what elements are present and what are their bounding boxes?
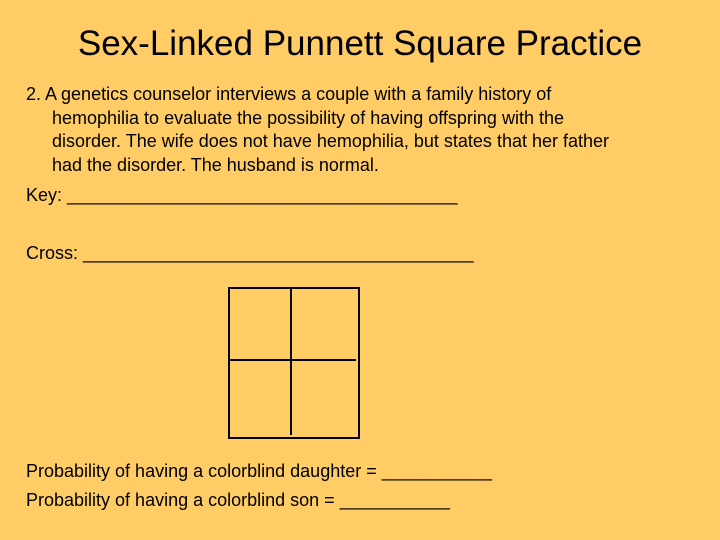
problem-line-4: had the disorder. The husband is normal. [52,154,379,175]
probability-daughter-blank: ___________ [381,461,492,481]
problem-line-2: hemophilia to evaluate the possibility of having offspring with the [52,107,564,128]
cross-blank: _______________________________________ [83,243,474,263]
punnett-cell-top-left [230,289,292,361]
probability-son-label: Probability of having a colorblind son = [26,490,335,510]
punnett-cell-bottom-right [292,361,356,435]
key-blank: _______________________________________ [67,185,458,205]
probability-daughter-line [26,460,492,484]
problem-line-1: 2. A genetics counselor interviews a couple with a family history of [26,84,552,104]
key-label: Key: [26,185,63,205]
problem-line-3: disorder. The wife does not have hemophilia, but states that her father [52,131,610,151]
punnett-cell-bottom-left [230,361,292,435]
punnett-cell-top-right [292,289,356,361]
slide-title: Sex-Linked Punnett Square Practice [77,24,643,63]
probability-daughter-label: Probability of having a colorblind daughter = [26,461,377,481]
probability-son-line [26,489,450,513]
cross-line [26,242,473,266]
key-line [26,184,457,208]
problem-statement [26,83,609,177]
cross-label: Cross: [26,243,79,263]
punnett-square [228,287,360,439]
probability-son-blank: ___________ [339,490,450,510]
